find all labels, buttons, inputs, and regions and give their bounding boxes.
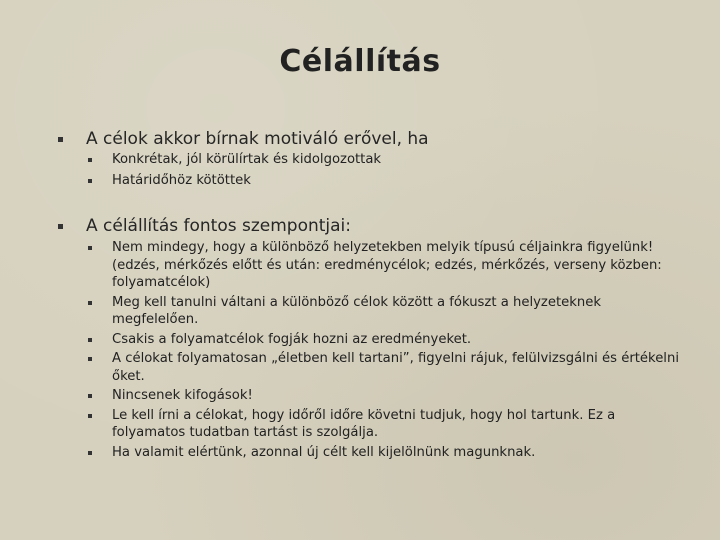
list-item-text: Nincsenek kifogások! — [112, 388, 253, 403]
list-item-text: Ha valamit elértünk, azonnal új célt kell kijelölnünk magunknak. — [112, 444, 536, 460]
list-item-text: Nem mindegy, hogy a különböző helyzetekben melyik típusú céljainkra figyelünk! (edzés, mérkőzés előtt és után: eredménycélok; edzés, mérkőzés, verseny közben: folyamatcélok) — [112, 240, 662, 290]
list-item — [112, 444, 682, 462]
bullet-icon — [88, 338, 92, 342]
list-item — [112, 151, 682, 169]
list-item-text: Meg kell tanulni váltani a különböző célok között a fókuszt a helyzeteknek megfelelően. — [112, 294, 601, 327]
bullet-icon — [88, 357, 92, 361]
section-heading: A célok akkor bírnak motiváló erővel, ha — [86, 129, 429, 149]
list-item — [112, 407, 682, 442]
list-item-text: Határidőhöz kötöttek — [112, 172, 251, 188]
sub-list — [112, 239, 682, 461]
list-item-text: Le kell írni a célokat, hogy időről időre követni tudjuk, hogy hol tartunk. Ez a folyamatos tudatban tartást is szolgálja. — [112, 407, 616, 440]
list-item-text: Csakis a folyamatcélok fogják hozni az eredményeket. — [112, 331, 472, 347]
bullet-icon — [88, 179, 92, 183]
bullet-icon — [58, 137, 63, 142]
bullet-icon — [88, 414, 92, 418]
list-item-text: Konkrétak, jól körülírtak és kidolgozottak — [112, 152, 382, 167]
list-item — [112, 350, 682, 385]
list-item-text: A célokat folyamatosan „életben kell tartani”, figyelni rájuk, felülvizsgálni és értékelni őket. — [112, 351, 679, 384]
list-item — [112, 387, 682, 405]
list-item — [112, 294, 682, 329]
list-item — [112, 331, 682, 349]
sub-list — [112, 151, 682, 189]
bullet-icon — [88, 394, 92, 398]
list-item — [112, 172, 682, 190]
bullet-icon — [58, 224, 63, 229]
section-heading: A célállítás fontos szempontjai: — [86, 216, 352, 236]
bullet-icon — [88, 451, 92, 455]
bullet-icon — [88, 246, 92, 250]
list-item — [112, 239, 682, 292]
bullet-icon — [88, 158, 92, 162]
slide-title: Célállítás — [279, 44, 441, 79]
bullet-icon — [88, 301, 92, 305]
